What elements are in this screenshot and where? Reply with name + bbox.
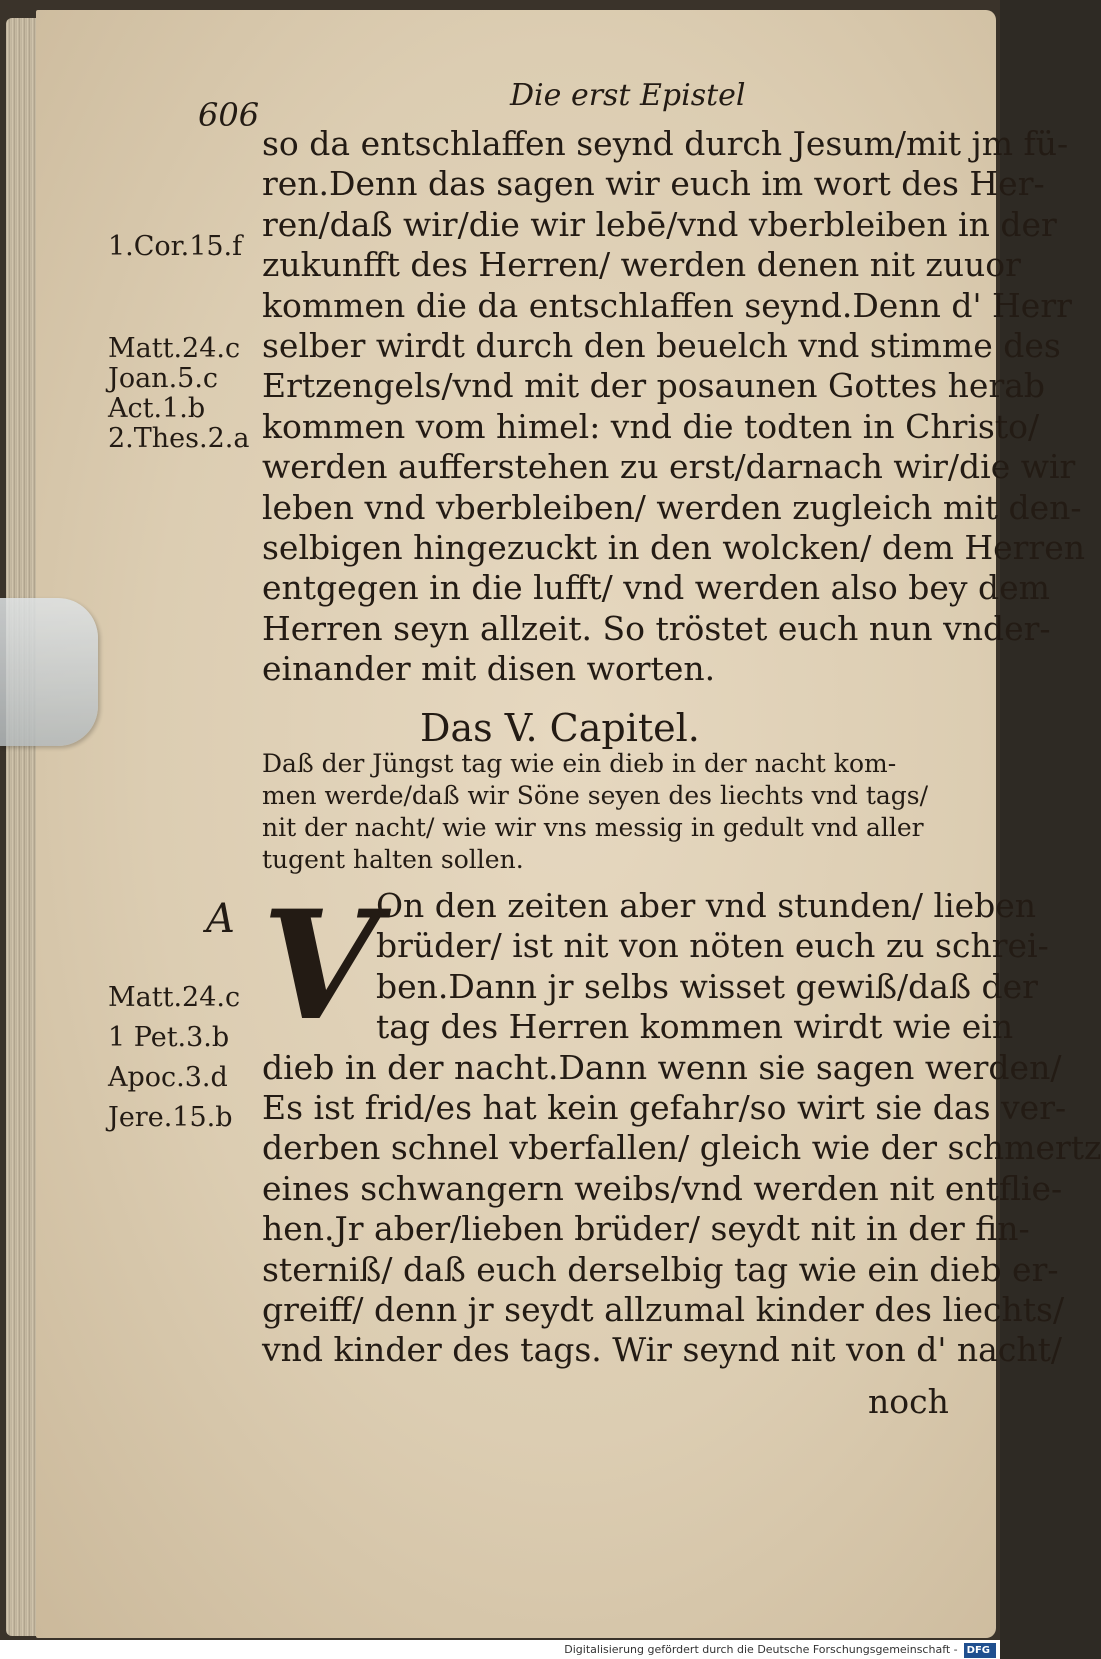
text-line: werden aufferstehen zu erst/darnach wir/die wir	[262, 447, 1076, 487]
text-line: sterniß/ daß euch derselbig tag wie ein dieb er-	[262, 1249, 1059, 1289]
summary-line: Daß der Jüngst tag wie ein dieb in der nacht kom-	[262, 749, 897, 778]
text-line: derben schnel vberfallen/ gleich wie der schmertz	[262, 1128, 1101, 1168]
chapter-summary	[262, 748, 952, 876]
text-line: On den zeiten aber vnd stunden/ lieben	[376, 886, 1037, 925]
chapter-heading: Das V. Capitel.	[420, 706, 700, 750]
text-line: dieb in der nacht.Dann wenn sie sagen werden/	[262, 1047, 1062, 1087]
page-clip	[0, 598, 98, 746]
section-marker: A	[206, 896, 235, 942]
decorated-initial: V	[262, 878, 379, 1054]
text-line: ben.Dann jr selbs wisset gewiß/daß der	[376, 966, 1038, 1006]
text-line: eines schwangern weibs/vnd werden nit entflie-	[262, 1168, 1063, 1208]
margin-reference: 1.Cor.15.f	[108, 231, 243, 262]
text-line: selber wirdt durch den beuelch vnd stimme des	[262, 326, 1061, 366]
margin-reference: 2.Thes.2.a	[108, 423, 250, 454]
text-line: entgegen in die lufft/ vnd werden also bey dem	[262, 568, 1050, 608]
text-line: tag des Herren kommen wirdt wie ein	[376, 1007, 1014, 1047]
chapter-text-block	[262, 878, 1101, 1371]
margin-reference: Joan.5.c	[108, 363, 219, 394]
text-line: greiff/ denn jr seydt allzumal kinder des liechts/	[262, 1290, 1065, 1330]
page-edges	[6, 18, 40, 1636]
summary-line: men werde/daß wir Söne seyen des liechts vnd tags/	[262, 781, 929, 810]
main-text-block	[262, 124, 1085, 690]
dfg-logo: DFG	[964, 1643, 996, 1658]
text-line: ren.Denn das sagen wir euch im wort des Her-	[262, 164, 1045, 204]
margin-reference: Apoc.3.d	[108, 1062, 228, 1093]
margin-reference: Matt.24.c	[108, 982, 241, 1013]
text-line: selbigen hingezuckt in den wolcken/ dem Herren	[262, 528, 1085, 568]
page-number: 606	[198, 96, 260, 134]
text-line: einander mit disen worten.	[262, 649, 716, 689]
running-title: Die erst Epistel	[510, 78, 746, 113]
margin-reference: Jere.15.b	[108, 1102, 233, 1133]
margin-reference: 1 Pet.3.b	[108, 1022, 230, 1053]
text-line: kommen die da entschlaffen seynd.Denn d' Herr	[262, 285, 1072, 325]
text-line: ren/daß wir/die wir lebē/vnd vberbleiben in der	[262, 204, 1057, 244]
text-line: kommen vom himel: vnd die todten in Christo/	[262, 406, 1040, 446]
margin-notes-lower	[108, 978, 268, 1138]
catchword: noch	[868, 1382, 949, 1421]
text-line: so da entschlaffen seynd durch Jesum/mit jm fü-	[262, 124, 1069, 163]
text-line: zukunfft des Herren/ werden denen nit zuuor	[262, 245, 1021, 285]
summary-line: nit der nacht/ wie wir vns messig in gedult vnd aller	[262, 813, 924, 842]
text-line: brüder/ ist nit von nöten euch zu schrei-	[376, 926, 1049, 966]
margin-note-cor	[108, 232, 268, 262]
digitization-footer	[0, 1640, 1000, 1659]
summary-line: tugent halten sollen.	[262, 845, 524, 874]
text-line: vnd kinder des tags. Wir seynd nit von d' nacht/	[262, 1330, 1062, 1370]
text-line: Es ist frid/es hat kein gefahr/so wirt sie das ver-	[262, 1088, 1067, 1128]
margin-reference: Matt.24.c	[108, 333, 241, 364]
text-line: hen.Jr aber/lieben brüder/ seydt nit in der fin-	[262, 1209, 1030, 1249]
text-line: Herren seyn allzeit. So tröstet euch nun vnder-	[262, 608, 1051, 648]
margin-reference: Act.1.b	[108, 393, 206, 424]
margin-notes-upper	[108, 334, 268, 454]
text-line: leben vnd vberbleiben/ werden zugleich mit den-	[262, 487, 1082, 527]
text-line: Ertzengels/vnd mit der posaunen Gottes herab	[262, 366, 1046, 406]
footer-text: Digitalisierung gefördert durch die Deutsche Forschungsgemeinschaft -	[564, 1643, 958, 1656]
